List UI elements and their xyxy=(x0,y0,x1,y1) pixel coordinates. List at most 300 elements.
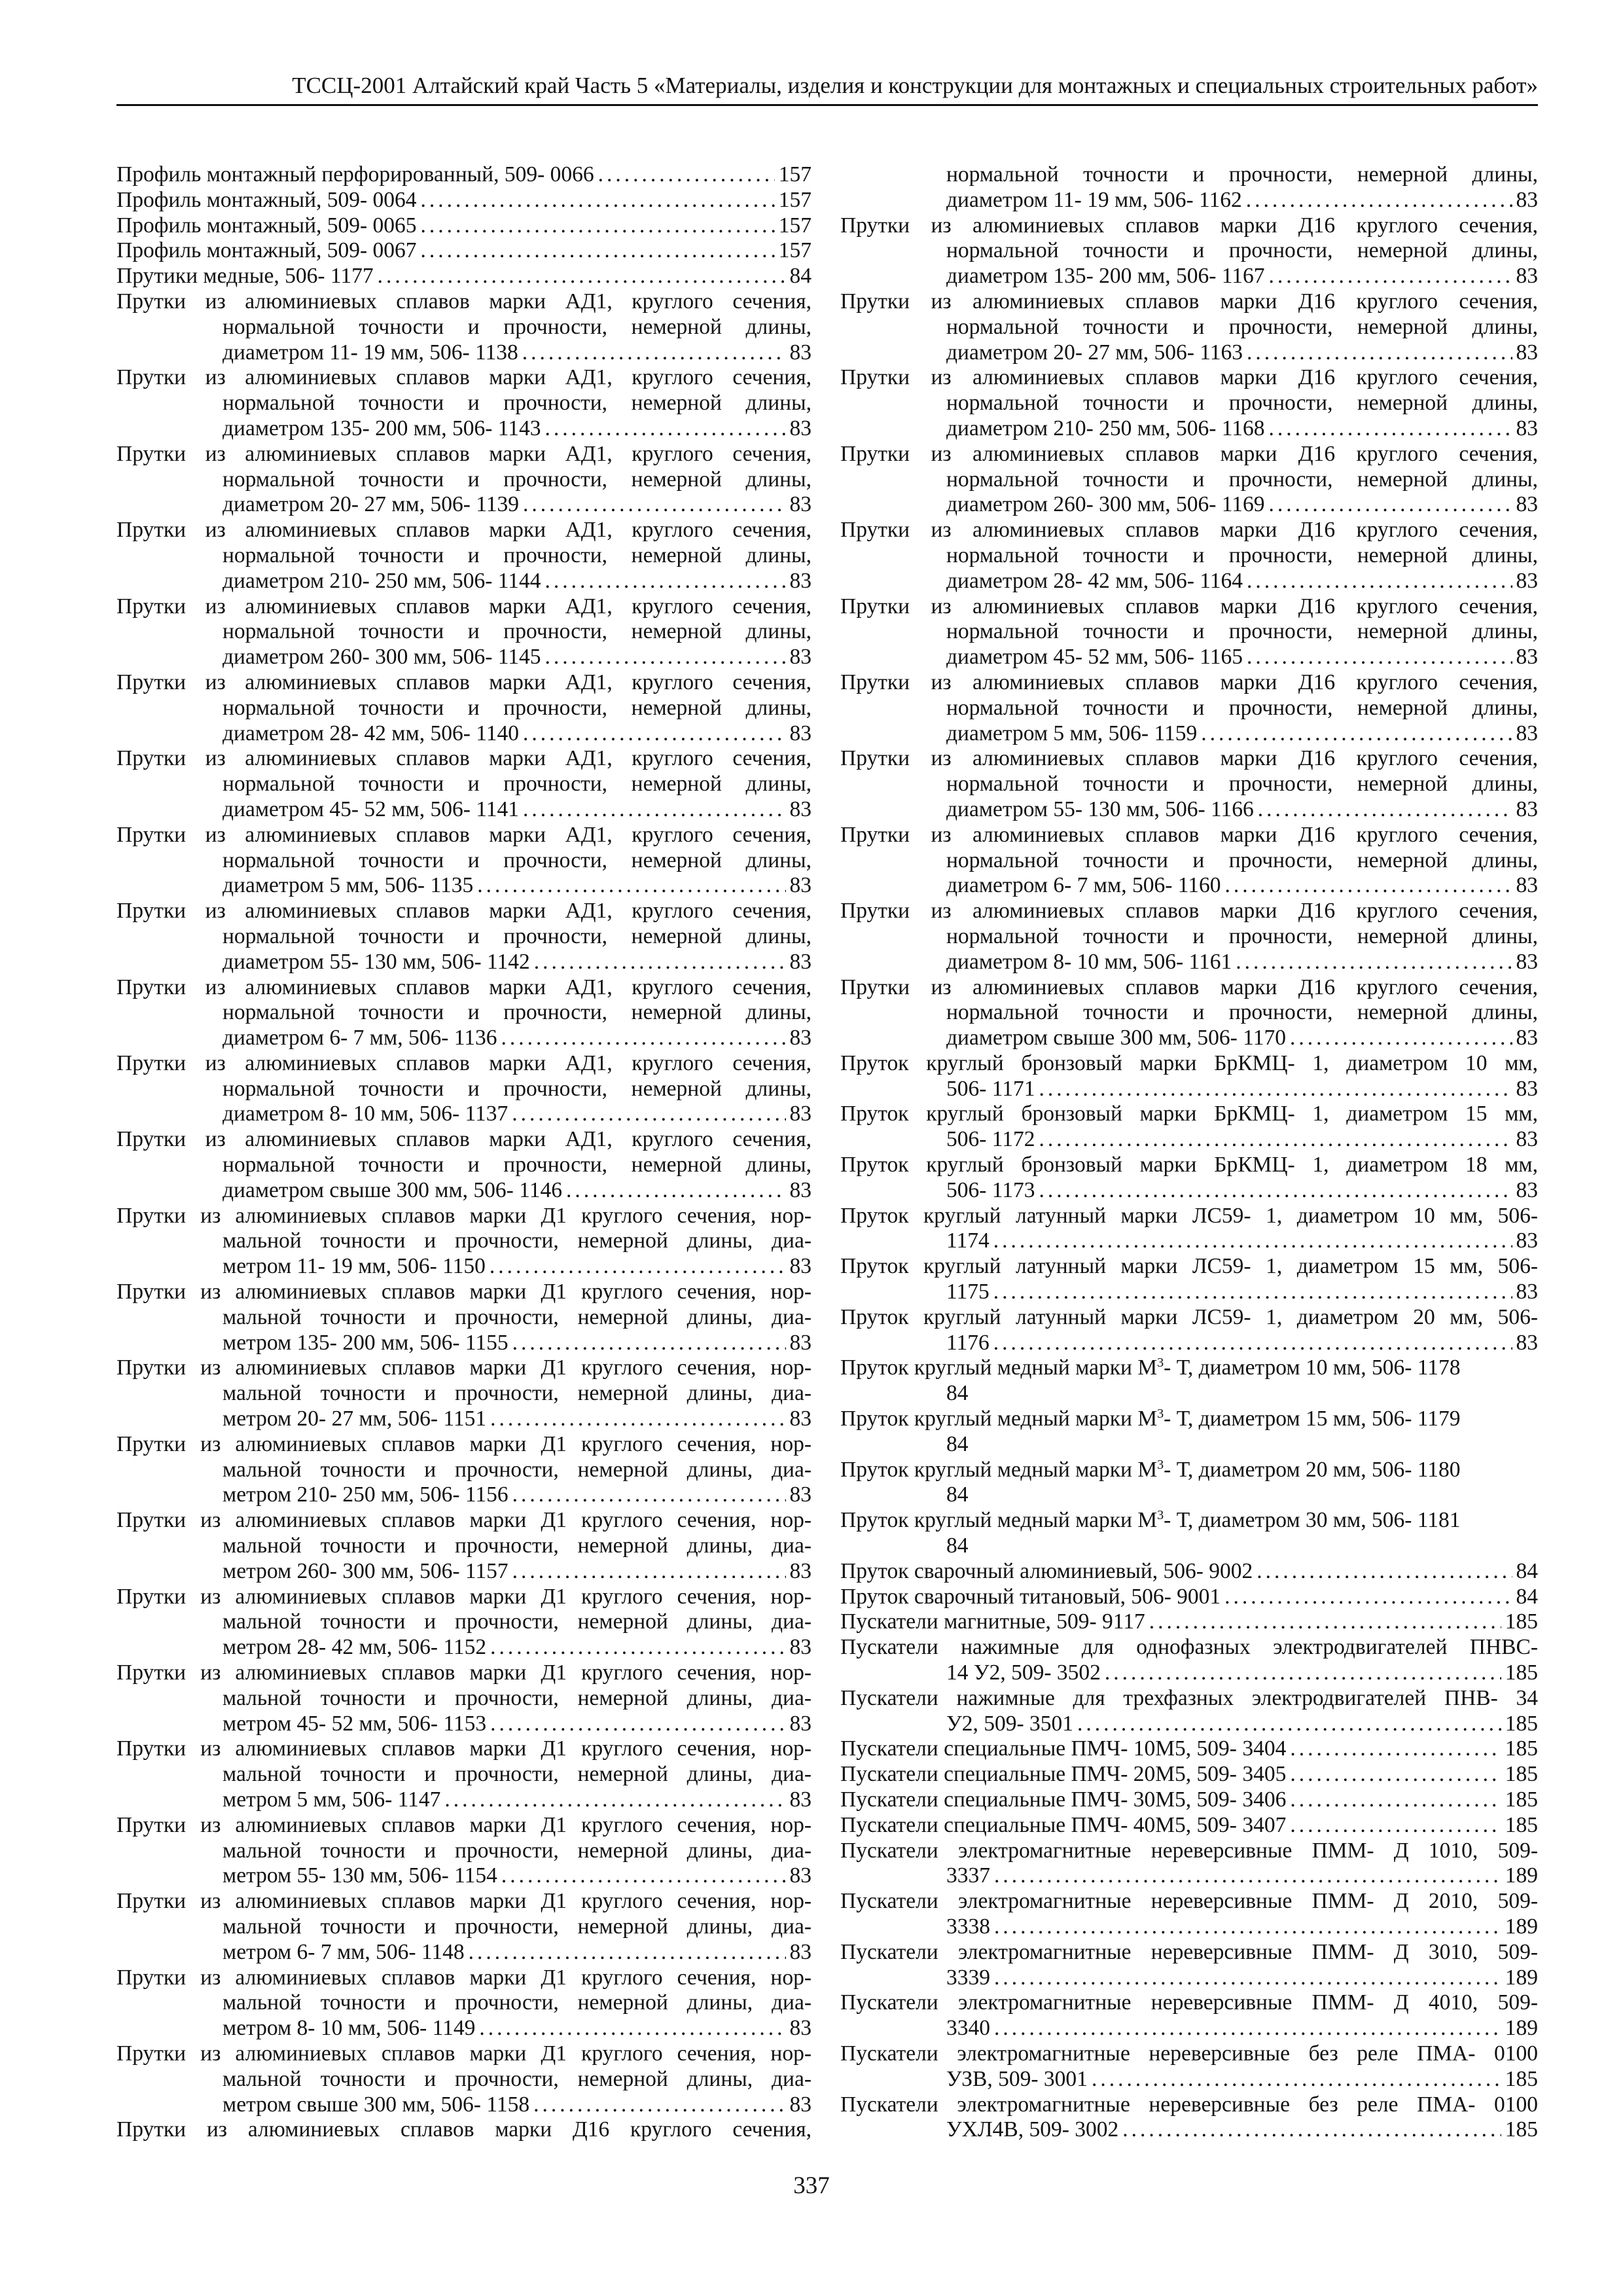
entry-text: Пускатели магнитные, 509- 9117 xyxy=(840,1609,1145,1634)
entry-leader-row xyxy=(116,492,812,518)
index-entry xyxy=(116,594,812,670)
index-entry xyxy=(116,162,812,188)
entry-line: нормальной точности и прочности, немерной длины, xyxy=(946,467,1538,492)
entry-page-ref: 157 xyxy=(778,238,812,263)
entry-leader-row xyxy=(116,1787,812,1813)
entry-text: диаметром 55- 130 мм, 506- 1142 xyxy=(223,949,530,974)
dot-leader xyxy=(490,1635,785,1660)
entry-text: диаметром 55- 130 мм, 506- 1166 xyxy=(946,797,1254,821)
dot-leader xyxy=(994,1863,1501,1889)
entry-text: диаметром 6- 7 мм, 506- 1136 xyxy=(223,1026,497,1050)
dot-leader xyxy=(994,1965,1501,1991)
entry-line: мальной точности и прочности, немерной длины, диа- xyxy=(223,1990,812,2015)
entry-text: 506- 1172 xyxy=(946,1127,1035,1152)
entry-page-ref: 185 xyxy=(1505,1736,1538,1761)
entry-leader-row xyxy=(116,2092,812,2118)
entry-line: Прутки из алюминиевых сплавов марки АД1, круглого сечения, xyxy=(116,670,812,694)
entry-line: нормальной точности и прочности, немерной длины, xyxy=(946,391,1538,416)
index-entry xyxy=(840,1153,1538,1204)
entry-leader-row xyxy=(116,797,812,823)
index-entry xyxy=(840,1254,1538,1305)
entry-leader-row xyxy=(840,1178,1538,1204)
index-entry xyxy=(116,670,812,746)
entry-leader-row xyxy=(116,1026,812,1051)
entry-page-ref: 84 xyxy=(1516,1584,1538,1609)
entry-line: Прутки из алюминиевых сплавов марки АД1, круглого сечения, xyxy=(116,975,812,999)
entry-line: Прутки из алюминиевых сплавов марки Д1 круглого сечения, нор- xyxy=(116,1584,812,1609)
dot-leader xyxy=(1290,1736,1501,1762)
running-header: ТССЦ-2001 Алтайский край Часть 5 «Материалы, изделия и конструкции для монтажных и специальных строительных работ» xyxy=(292,73,1538,98)
index-entry xyxy=(840,1458,1538,1509)
entry-text: 3337 xyxy=(946,1863,990,1888)
entry-text: - Т, диаметром 20 мм, 506- 1180 xyxy=(1164,1457,1461,1482)
index-entry xyxy=(116,1813,812,1889)
entry-leader-row xyxy=(840,1863,1538,1889)
index-entry xyxy=(116,975,812,1051)
index-entry xyxy=(840,823,1538,899)
entry-line: мальной точности и прочности, немерной длины, диа- xyxy=(223,1685,812,1710)
entry-text: диаметром 210- 250 мм, 506- 1144 xyxy=(223,568,541,593)
entry-page-ref: 83 xyxy=(789,1939,812,1964)
entry-line: Пруток круглый бронзовый марки БрКМЦ- 1, диаметром 15 мм, xyxy=(840,1102,1538,1126)
entry-leader-row xyxy=(116,2016,812,2041)
entry-text: 506- 1171 xyxy=(946,1076,1035,1101)
dot-leader xyxy=(1225,873,1512,899)
dot-leader xyxy=(1039,1178,1512,1204)
dot-leader xyxy=(1224,1585,1512,1610)
entry-line: мальной точности и прочности, немерной длины, диа- xyxy=(223,1914,812,1939)
entry-leader-row xyxy=(840,797,1538,823)
entry-page-ref: 83 xyxy=(789,1787,812,1812)
index-entry xyxy=(840,1635,1538,1686)
entry-line: нормальной точности и прочности, немерной длины, xyxy=(946,1000,1538,1025)
dot-leader xyxy=(1092,2067,1501,2092)
index-entry xyxy=(840,1051,1538,1102)
entry-leader-row xyxy=(116,213,812,239)
entry-line: Пускатели нажимные для трехфазных электродвигателей ПНВ- 34 xyxy=(840,1685,1538,1710)
entry-line: нормальной точности и прочности, немерной длины, xyxy=(223,314,812,339)
index-entry xyxy=(116,264,812,289)
entry-page-ref: 189 xyxy=(1505,1863,1538,1888)
entry-line: нормальной точности и прочности, немерной длины, xyxy=(946,314,1538,339)
entry-text: диаметром 8- 10 мм, 506- 1137 xyxy=(223,1102,508,1126)
entry-line: Пускатели нажимные для однофазных электродвигателей ПНВС- xyxy=(840,1635,1538,1660)
dot-leader xyxy=(994,2016,1501,2041)
entry-text: диаметром 8- 10 мм, 506- 1161 xyxy=(946,949,1232,974)
dot-leader xyxy=(1269,492,1512,518)
dot-leader xyxy=(523,492,786,518)
entry-line: Прутки из алюминиевых сплавов марки Д1 круглого сечения, нор- xyxy=(116,1508,812,1533)
entry-leader-row xyxy=(116,873,812,899)
dot-leader xyxy=(598,162,775,188)
dot-leader xyxy=(1122,2117,1501,2143)
entry-leader-row xyxy=(840,2117,1538,2143)
entry-text: диаметром 28- 42 мм, 506- 1140 xyxy=(223,721,519,745)
entry-text: метром 28- 42 мм, 506- 1152 xyxy=(223,1635,487,1660)
entry-page-ref: 83 xyxy=(1516,949,1538,974)
entry-line: Прутки из алюминиевых сплавов марки Д16 круглого сечения, xyxy=(840,670,1538,694)
entry-line: Прутки из алюминиевых сплавов марки Д16 круглого сечения, xyxy=(840,899,1538,924)
entry-line: нормальной точности и прочности, немерной длины, xyxy=(223,1076,812,1101)
entry-page-ref: 84 xyxy=(946,1431,969,1456)
entry-line: нормальной точности и прочности, немерной длины, xyxy=(946,543,1538,567)
entry-leader-row xyxy=(840,1813,1538,1839)
entry-leader-row xyxy=(116,1712,812,1737)
index-entry xyxy=(116,1889,812,1965)
entry-text: Пруток круглый медный марки М xyxy=(840,1355,1158,1380)
entry-text: диаметром 5 мм, 506- 1159 xyxy=(946,721,1198,745)
entry-page-ref: 185 xyxy=(1505,2117,1538,2142)
index-entry xyxy=(116,188,812,213)
dot-leader xyxy=(512,1102,785,1127)
entry-line: Прутки из алюминиевых сплавов марки Д16 круглого сечения, xyxy=(116,2117,812,2142)
entry-page-ref: 83 xyxy=(1516,1330,1538,1355)
dot-leader xyxy=(522,340,786,366)
index-entry xyxy=(840,1508,1538,1559)
dot-leader xyxy=(993,1280,1512,1305)
index-entry xyxy=(116,213,812,239)
entry-leader-row xyxy=(116,645,812,670)
entry-leader-row xyxy=(116,416,812,442)
index-entry xyxy=(840,1762,1538,1787)
entry-leader-row xyxy=(840,1280,1538,1305)
entry-text: диаметром 28- 42 мм, 506- 1164 xyxy=(946,568,1243,593)
index-entry xyxy=(840,2041,1538,2092)
entry-text: диаметром свыше 300 мм, 506- 1170 xyxy=(946,1026,1286,1050)
entry-text: диаметром 135- 200 мм, 506- 1143 xyxy=(223,416,541,440)
entry-page-ref: 189 xyxy=(1505,1965,1538,1990)
entry-line: нормальной точности и прочности, немерной длины, xyxy=(946,924,1538,948)
entry-text: 1176 xyxy=(946,1330,990,1355)
entry-leader-row xyxy=(840,645,1538,670)
entry-page-ref: 83 xyxy=(789,1407,812,1431)
entry-page-ref: 83 xyxy=(789,1711,812,1736)
entry-page-ref: 83 xyxy=(1516,873,1538,898)
index-entry xyxy=(116,442,812,518)
entry-page-ref: 84 xyxy=(946,1482,969,1507)
index-entry xyxy=(840,1102,1538,1153)
entry-page-ref: 83 xyxy=(789,949,812,974)
dot-leader xyxy=(1257,1559,1512,1585)
entry-leader-row xyxy=(840,1762,1538,1787)
dot-leader xyxy=(1290,1762,1501,1787)
entry-line: мальной точности и прочности, немерной длины, диа- xyxy=(223,1229,812,1253)
entry-leader-row xyxy=(116,1559,812,1585)
entry-line: Прутки из алюминиевых сплавов марки АД1, круглого сечения, xyxy=(116,1127,812,1152)
entry-leader-row xyxy=(840,1736,1538,1762)
entry-page-ref: 84 xyxy=(946,1381,969,1406)
entry-leader-row xyxy=(840,1331,1538,1356)
entry-line: мальной точности и прочности, немерной длины, диа- xyxy=(223,1609,812,1634)
entry-line: нормальной точности и прочности, немерной длины, xyxy=(946,772,1538,797)
entry-page-ref: 83 xyxy=(789,1482,812,1507)
dot-leader xyxy=(1236,950,1512,975)
entry-line: Пускатели электромагнитные нереверсивные без реле ПМА- 0100 xyxy=(840,2041,1538,2066)
entry-leader-row xyxy=(840,340,1538,366)
index-entry xyxy=(116,1736,812,1812)
dot-leader xyxy=(1149,1609,1501,1635)
entry-text: диаметром свыше 300 мм, 506- 1146 xyxy=(223,1177,562,1202)
index-entry xyxy=(116,365,812,441)
entry-leader-row xyxy=(840,1914,1538,1940)
entry-text: диаметром 11- 19 мм, 506- 1162 xyxy=(946,187,1242,212)
entry-page-ref: 83 xyxy=(1516,1076,1538,1101)
entry-text: метром 210- 250 мм, 506- 1156 xyxy=(223,1482,508,1507)
entry-leader-row xyxy=(116,1178,812,1204)
entry-line: нормальной точности и прочности, немерной длины, xyxy=(946,162,1538,187)
entry-text: Пруток круглый медный марки М xyxy=(840,1407,1158,1431)
entry-line: Пускатели электромагнитные нереверсивные ПММ- Д 4010, 509- xyxy=(840,1990,1538,2015)
entry-line: Пускатели электромагнитные нереверсивные ПММ- Д 1010, 509- xyxy=(840,1838,1538,1863)
index-entry xyxy=(840,1889,1538,1940)
entry-page-ref: 83 xyxy=(789,873,812,898)
dot-leader xyxy=(378,264,786,289)
dot-leader xyxy=(501,1026,786,1051)
entry-line: Прутки из алюминиевых сплавов марки Д16 круглого сечения, xyxy=(840,365,1538,390)
dot-leader xyxy=(994,1914,1501,1940)
entry-leader-row xyxy=(840,492,1538,518)
dot-leader xyxy=(993,1331,1512,1356)
entry-leader-row xyxy=(840,188,1538,213)
entry-text: метром 135- 200 мм, 506- 1155 xyxy=(223,1330,508,1355)
entry-page-ref: 83 xyxy=(789,568,812,593)
dot-leader xyxy=(566,1178,786,1204)
entry-page-ref: 83 xyxy=(1516,1229,1538,1253)
entry-text: диаметром 45- 52 мм, 506- 1165 xyxy=(946,645,1243,670)
entry-line: нормальной точности и прочности, немерной длины, xyxy=(223,695,812,720)
entry-leader-row xyxy=(840,264,1538,289)
index-entry xyxy=(116,1051,812,1127)
entry-line: нормальной точности и прочности, немерной длины, xyxy=(223,772,812,797)
dot-leader xyxy=(1290,1813,1501,1839)
entry-line: нормальной точности и прочности, немерной длины, xyxy=(223,848,812,872)
index-entry xyxy=(840,213,1538,289)
entry-line: Прутки из алюминиевых сплавов марки Д16 круглого сечения, xyxy=(840,441,1538,466)
index-entry xyxy=(116,1432,812,1508)
index-entry xyxy=(840,1585,1538,1610)
dot-leader xyxy=(545,569,786,594)
entry-leader-row xyxy=(116,1407,812,1432)
entry-page-ref: 83 xyxy=(1516,568,1538,593)
entry-line xyxy=(840,1355,1538,1381)
index-entry xyxy=(840,1686,1538,1737)
entry-line: Прутки из алюминиевых сплавов марки Д16 круглого сечения, xyxy=(840,213,1538,238)
entry-page-ref: 189 xyxy=(1505,1914,1538,1939)
index-entry xyxy=(840,594,1538,670)
entry-leader-row xyxy=(116,721,812,747)
entry-text: Профиль монтажный, 509- 0065 xyxy=(116,213,417,238)
entry-text: метром 55- 130 мм, 506- 1154 xyxy=(223,1863,497,1888)
entry-line: Прутки из алюминиевых сплавов марки АД1, круглого сечения, xyxy=(116,899,812,924)
index-entry xyxy=(840,975,1538,1051)
entry-line: Прутки из алюминиевых сплавов марки Д16 круглого сечения, xyxy=(840,746,1538,771)
entry-leader-row xyxy=(840,1712,1538,1737)
entry-text: Пускатели специальные ПМЧ- 20М5, 509- 3405 xyxy=(840,1762,1287,1787)
entry-page-ref: 83 xyxy=(789,721,812,745)
entry-text: диаметром 45- 52 мм, 506- 1141 xyxy=(223,797,519,821)
index-entry xyxy=(116,1127,812,1203)
entry-text: диаметром 260- 300 мм, 506- 1145 xyxy=(223,645,541,670)
entry-text: У2, 509- 3501 xyxy=(946,1711,1073,1736)
entry-text: - Т, диаметром 15 мм, 506- 1179 xyxy=(1164,1407,1461,1431)
entry-line: Прутки из алюминиевых сплавов марки АД1, круглого сечения, xyxy=(116,289,812,314)
index-entry xyxy=(116,2041,812,2117)
entry-text: диаметром 20- 27 мм, 506- 1163 xyxy=(946,340,1243,365)
entry-leader-row xyxy=(840,1609,1538,1635)
entry-page-ref: 83 xyxy=(789,416,812,440)
entry-line: Прутки из алюминиевых сплавов марки Д1 круглого сечения, нор- xyxy=(116,1812,812,1837)
entry-line: Прутки из алюминиевых сплавов марки Д16 круглого сечения, xyxy=(840,518,1538,543)
entry-leader-row xyxy=(840,2016,1538,2041)
dot-leader xyxy=(490,1254,786,1280)
entry-line: Пруток круглый бронзовый марки БрКМЦ- 1, диаметром 10 мм, xyxy=(840,1050,1538,1075)
dot-leader xyxy=(1290,1787,1501,1813)
dot-leader xyxy=(469,1940,786,1965)
entry-line: Прутки из алюминиевых сплавов марки Д1 круглого сечения, нор- xyxy=(116,1355,812,1380)
index-entry xyxy=(116,899,812,975)
entry-line: нормальной точности и прочности, немерной длины, xyxy=(223,1153,812,1177)
entry-line: Пускатели электромагнитные нереверсивные без реле ПМА- 0100 xyxy=(840,2092,1538,2117)
entry-line xyxy=(840,1458,1538,1483)
entry-text: метром 260- 300 мм, 506- 1157 xyxy=(223,1558,508,1583)
index-entry xyxy=(840,1839,1538,1890)
entry-page-ref: 83 xyxy=(1516,340,1538,365)
index-entry xyxy=(840,518,1538,594)
entry-page-ref: 83 xyxy=(789,1330,812,1355)
entry-leader-row xyxy=(840,1965,1538,1991)
dot-leader xyxy=(421,238,775,264)
entry-line: мальной точности и прочности, немерной длины, диа- xyxy=(223,1762,812,1787)
entry-page-ref: 84 xyxy=(789,264,812,289)
entry-page-ref: 83 xyxy=(789,2092,812,2117)
dot-leader xyxy=(479,2016,785,2041)
entry-line: нормальной точности и прочности, немерной длины, xyxy=(223,924,812,948)
entry-page-ref: 185 xyxy=(1505,1660,1538,1685)
entry-line: Прутки из алюминиевых сплавов марки АД1, круглого сечения, xyxy=(116,746,812,771)
index-entry xyxy=(116,289,812,365)
entry-line: нормальной точности и прочности, немерной длины, xyxy=(946,848,1538,872)
entry-page-ref: 185 xyxy=(1505,1762,1538,1787)
entry-text: Прутики медные, 506- 1177 xyxy=(116,264,374,289)
dot-leader xyxy=(1290,1026,1512,1051)
entry-text: 1174 xyxy=(946,1229,990,1253)
entry-line: Пруток круглый латунный марки ЛС59- 1, диаметром 15 мм, 506- xyxy=(840,1254,1538,1279)
index-entry xyxy=(840,670,1538,746)
dot-leader xyxy=(1246,188,1512,213)
entry-line: Прутки из алюминиевых сплавов марки Д16 круглого сечения, xyxy=(840,289,1538,314)
entry-text: Пускатели специальные ПМЧ- 10М5, 509- 3404 xyxy=(840,1736,1287,1761)
dot-leader xyxy=(1247,569,1512,594)
entry-text: УХЛ4В, 509- 3002 xyxy=(946,2117,1119,2142)
entry-leader-row xyxy=(116,1331,812,1356)
entry-text: Профиль монтажный, 509- 0067 xyxy=(116,238,417,263)
dot-leader xyxy=(1077,1712,1501,1737)
dot-leader xyxy=(444,1787,785,1813)
entry-line: Прутки из алюминиевых сплавов марки Д1 круглого сечения, нор- xyxy=(116,1660,812,1685)
dot-leader xyxy=(1039,1127,1512,1153)
index-entry xyxy=(840,1940,1538,1991)
entry-line: Прутки из алюминиевых сплавов марки Д16 круглого сечения, xyxy=(840,822,1538,847)
entry-text: метром 5 мм, 506- 1147 xyxy=(223,1787,441,1812)
index-entry xyxy=(116,746,812,822)
dot-leader xyxy=(1258,797,1512,823)
entry-page-ref: 185 xyxy=(1505,2066,1538,2091)
entry-text: 14 У2, 509- 3502 xyxy=(946,1660,1101,1685)
entry-superscript: 3 xyxy=(1157,1508,1164,1523)
entry-page-ref: 185 xyxy=(1505,1711,1538,1736)
index-entry xyxy=(840,1204,1538,1255)
entry-text: Пруток сварочный алюминиевый, 506- 9002 xyxy=(840,1558,1253,1583)
entry-page-ref: 185 xyxy=(1505,1609,1538,1634)
index-entry xyxy=(840,899,1538,975)
entry-line: мальной точности и прочности, немерной длины, диа- xyxy=(223,1381,812,1406)
index-entry xyxy=(840,1813,1538,1839)
entry-text: диаметром 6- 7 мм, 506- 1160 xyxy=(946,873,1221,898)
dot-leader xyxy=(512,1331,786,1356)
index-column-left xyxy=(116,162,812,2143)
entry-page-ref: 83 xyxy=(1516,1026,1538,1050)
index-entry xyxy=(840,1736,1538,1762)
entry-text: диаметром 210- 250 мм, 506- 1168 xyxy=(946,416,1265,440)
dot-leader xyxy=(523,797,786,823)
entry-page-ref: 83 xyxy=(789,1026,812,1050)
entry-page-ref: 83 xyxy=(789,1863,812,1888)
dot-leader xyxy=(533,2092,785,2118)
entry-leader-row xyxy=(840,721,1538,747)
index-entry xyxy=(840,162,1538,213)
entry-line: Пруток круглый бронзовый марки БрКМЦ- 1, диаметром 18 мм, xyxy=(840,1153,1538,1177)
entry-leader-row xyxy=(116,1863,812,1889)
entry-line: нормальной точности и прочности, немерной длины, xyxy=(946,619,1538,644)
entry-page-ref: 157 xyxy=(778,213,812,238)
index-entry xyxy=(840,1609,1538,1635)
dot-leader xyxy=(477,873,785,899)
dot-leader xyxy=(501,1863,786,1889)
entry-text: Профиль монтажный, 509- 0064 xyxy=(116,187,417,212)
entry-text: диаметром 5 мм, 506- 1135 xyxy=(223,873,474,898)
entry-line: Прутки из алюминиевых сплавов марки Д1 круглого сечения, нор- xyxy=(116,1965,812,1990)
entry-text: метром 11- 19 мм, 506- 1150 xyxy=(223,1254,486,1279)
dot-leader xyxy=(534,950,786,975)
entry-text: 3340 xyxy=(946,2016,990,2041)
entry-line: Прутки из алюминиевых сплавов марки Д1 круглого сечения, нор- xyxy=(116,1280,812,1304)
entry-page-ref: 83 xyxy=(1516,264,1538,289)
entry-line: Прутки из алюминиевых сплавов марки АД1, круглого сечения, xyxy=(116,822,812,847)
entry-line: нормальной точности и прочности, немерной длины, xyxy=(223,1000,812,1025)
entry-line: Прутки из алюминиевых сплавов марки АД1, круглого сечения, xyxy=(116,594,812,619)
entry-line: Прутки из алюминиевых сплавов марки Д1 круглого сечения, нор- xyxy=(116,2041,812,2066)
page-number: 337 xyxy=(793,2172,830,2199)
entry-page-ref: 83 xyxy=(789,1558,812,1583)
entry-page-ref: 84 xyxy=(1516,1558,1538,1583)
index-entry xyxy=(840,2092,1538,2144)
entry-page-ref: 84 xyxy=(946,1534,969,1558)
entry-leader-row xyxy=(840,1026,1538,1051)
entry-page-ref: 83 xyxy=(789,645,812,670)
entry-text: метром 45- 52 мм, 506- 1153 xyxy=(223,1711,487,1736)
entry-text: диаметром 260- 300 мм, 506- 1169 xyxy=(946,492,1265,517)
entry-line: Прутки из алюминиевых сплавов марки Д16 круглого сечения, xyxy=(840,975,1538,999)
entry-leader-row xyxy=(840,1077,1538,1102)
entry-leader-row xyxy=(840,2067,1538,2092)
index-entry xyxy=(116,1508,812,1584)
entry-leader-row xyxy=(840,416,1538,442)
entry-page-ref: 157 xyxy=(778,162,812,187)
dot-leader xyxy=(1039,1077,1512,1102)
entry-line: мальной точности и прочности, немерной длины, диа- xyxy=(223,1457,812,1482)
index-entry xyxy=(840,365,1538,441)
entry-text: метром 6- 7 мм, 506- 1148 xyxy=(223,1939,465,1964)
